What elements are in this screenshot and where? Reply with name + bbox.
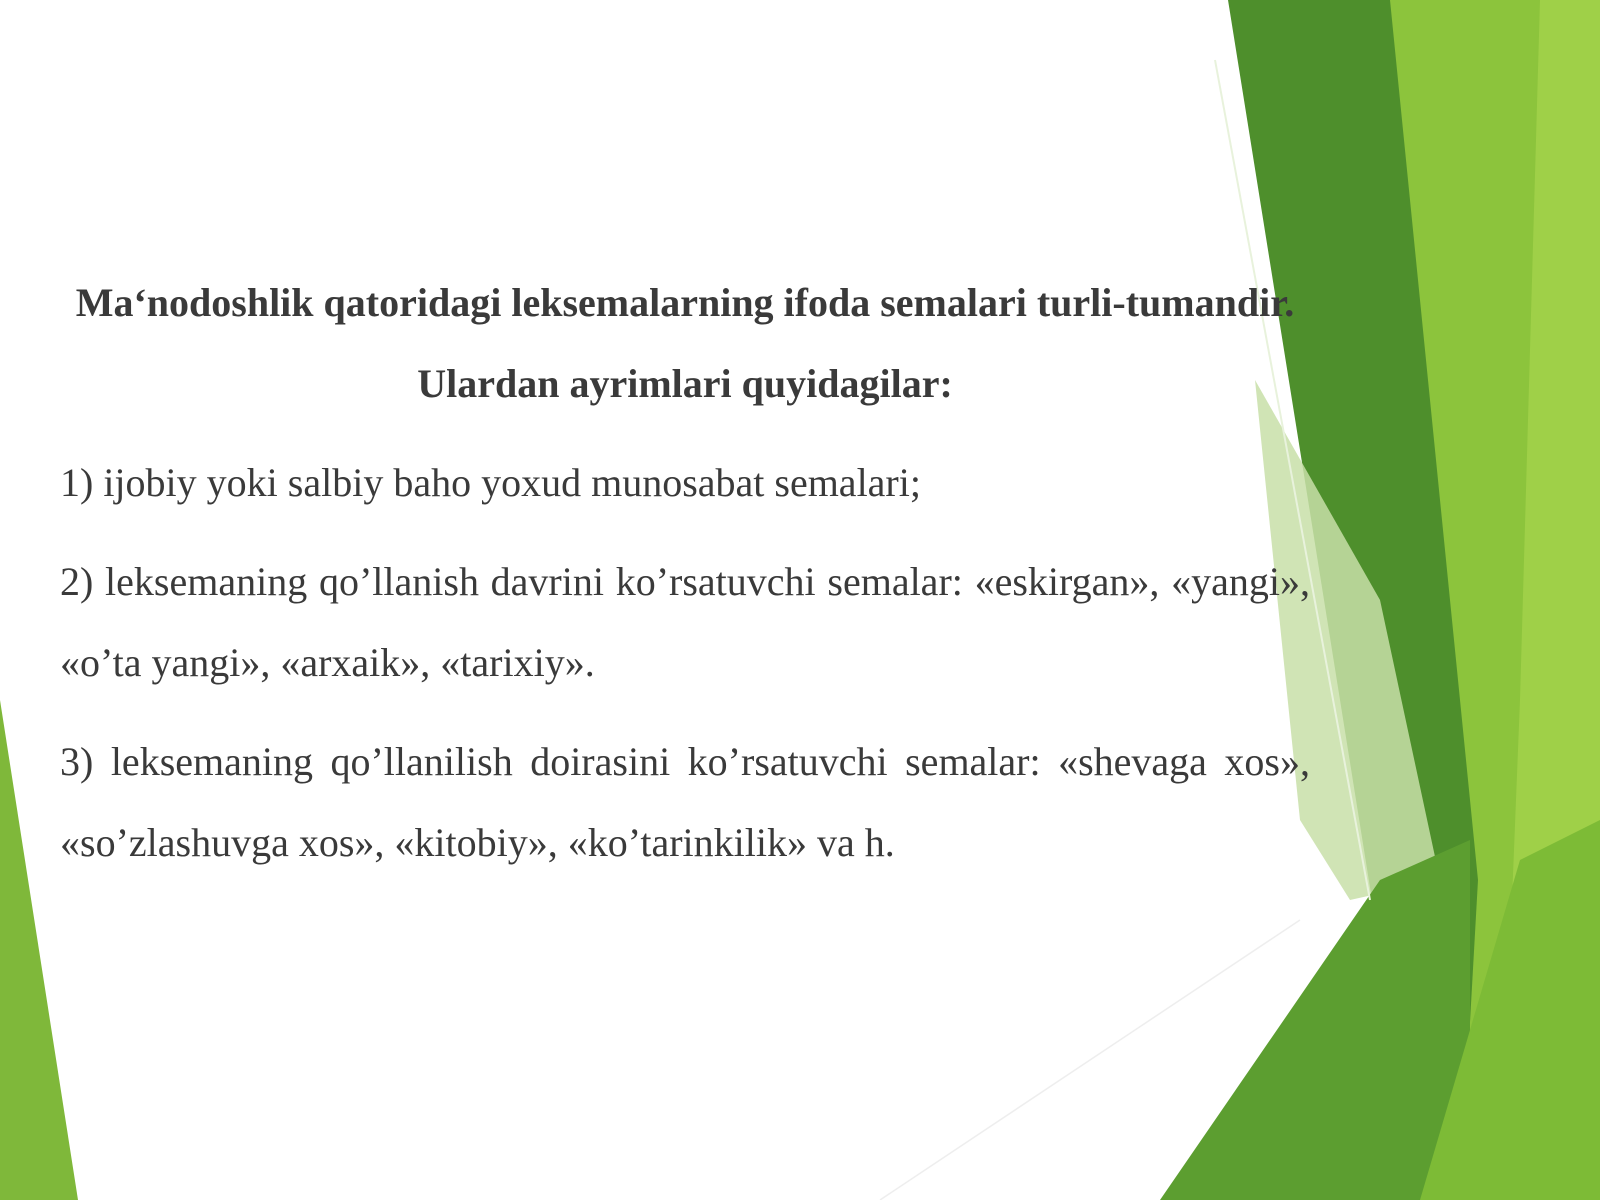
list-item-3: 3) leksemaning qo’llanilish doirasini ko’rsatuvchi semalar: «shevaga xos», «so’zlashuvga xos», «kitobiy», «ko’tarinkilik» va h.: [60, 739, 1310, 865]
slide-content: [60, 262, 1310, 901]
list-item-2: 2) leksemaning qo’llanish davrini ko’rsatuvchi semalar: «eskirgan», «yangi», «o’ta yangi», «arxaik», «tarixiy».: [60, 559, 1310, 685]
list-item-1: 1) ijobiy yoki salbiy baho yoxud munosabat semalari;: [60, 460, 921, 505]
slide-heading: Ma‘nodoshlik qatoridagi leksemalarning ifoda semalari turli-tumandir. Ulardan ayrimlari quyidagilar:: [75, 280, 1295, 406]
